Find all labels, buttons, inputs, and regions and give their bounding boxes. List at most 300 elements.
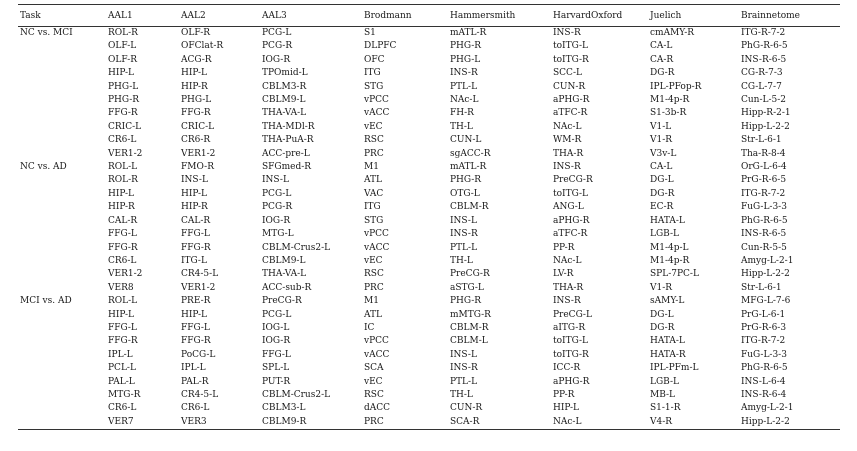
region-cell: CR4-5-L [181, 269, 219, 280]
region-cell: THA-MDl-R [262, 121, 315, 132]
region-cell: CBLM9-L [262, 255, 306, 266]
region-cell: PreCG-R [262, 296, 302, 307]
task-cell: NC vs. AD [20, 162, 67, 173]
region-cell: OTG-L [450, 188, 480, 199]
region-cell: vPCC [364, 336, 389, 347]
task-cell [18, 201, 106, 214]
table-row [18, 81, 840, 94]
region-cell: SCA-R [450, 416, 480, 427]
region-cell: CR4-5-L [181, 389, 219, 400]
region-cell: Str-L-6-1 [741, 135, 782, 146]
region-cell: INS-R [553, 162, 581, 173]
region-cell: RSC [364, 135, 384, 146]
region-cell: aPHG-R [553, 215, 590, 226]
table-row [18, 27, 840, 41]
table-row [18, 228, 840, 241]
region-cell: CUN-R [450, 403, 483, 414]
region-cell: IOG-R [262, 215, 291, 226]
region-cell: VER1-2 [108, 269, 143, 280]
region-cell: toITG-L [553, 336, 588, 347]
region-cell: VER1-2 [108, 148, 143, 159]
region-cell: CAL-R [108, 215, 138, 226]
region-cell: vACC [364, 108, 390, 119]
table-row [18, 174, 840, 187]
region-cell: HATA-L [650, 215, 685, 226]
region-cell: ATL [364, 309, 382, 320]
table-row [18, 201, 840, 214]
region-cell: CR6-L [181, 403, 210, 414]
region-cell: DG-L [650, 309, 674, 320]
region-cell: PreCG-L [553, 309, 592, 320]
region-cell: toITG-R [553, 54, 589, 65]
table-row [18, 107, 840, 120]
task-cell [18, 322, 106, 335]
region-cell: V1-R [650, 135, 673, 146]
region-cell: DG-L [650, 175, 674, 186]
region-cell: CAL-R [181, 215, 211, 226]
region-cell: ITG [364, 202, 381, 213]
header-brainnetome: Brainnetome [741, 10, 800, 21]
table-row [18, 416, 840, 430]
region-cell: MB-L [650, 389, 676, 400]
region-cell: INS-R [450, 229, 478, 240]
region-cell: ITG [364, 68, 381, 79]
task-cell [18, 54, 106, 67]
table-row [18, 349, 840, 362]
region-cell: V3v-L [650, 148, 677, 159]
region-cell: PTL-L [450, 376, 478, 387]
region-cell: Tha-R-8-4 [741, 148, 786, 159]
region-cell: INS-R [450, 68, 478, 79]
task-cell [18, 215, 106, 228]
region-cell: PTL-L [450, 242, 478, 253]
region-cell: PreCG-R [450, 269, 490, 280]
task-cell [18, 67, 106, 80]
region-cell: HIP-L [181, 68, 207, 79]
region-cell: CR6-R [181, 135, 211, 146]
region-cell: SFGmed-R [262, 162, 312, 173]
table-row [18, 242, 840, 255]
region-cell: CG-L-7-7 [741, 81, 782, 92]
region-cell: PCL-L [108, 363, 136, 374]
task-cell [18, 242, 106, 255]
region-cell: OLF-L [108, 41, 137, 52]
table-row [18, 161, 840, 174]
region-cell: ACC-sub-R [262, 282, 312, 293]
region-cell: CBLM-L [450, 336, 488, 347]
region-cell: FuG-L-3-3 [741, 202, 787, 213]
region-cell: ROL-L [108, 162, 138, 173]
region-cell: ROL-R [108, 28, 138, 38]
region-cell: vEC [364, 376, 383, 387]
task-cell: MCI vs. AD [20, 296, 72, 307]
region-cell: LGB-L [650, 376, 679, 387]
region-cell: MTG-R [108, 389, 141, 400]
region-cell: INS-R [553, 28, 581, 38]
region-cell: ACC-pre-L [262, 148, 310, 159]
task-cell [18, 282, 106, 295]
region-cell: THA-R [553, 282, 584, 293]
task-cell [18, 94, 106, 107]
region-cell: HIP-R [108, 202, 135, 213]
region-cell: CBLM9-R [262, 416, 307, 427]
region-cell: PTL-L [450, 81, 478, 92]
table-row [18, 282, 840, 295]
region-cell: M1-4p-R [650, 255, 690, 266]
region-cell: HIP-L [108, 68, 134, 79]
region-cell: IPL-PFop-R [650, 81, 702, 92]
region-cell: ITG-R-7-2 [741, 28, 786, 38]
region-cell: WM-R [553, 135, 582, 146]
table-row [18, 335, 840, 348]
region-cell: CRIC-L [108, 121, 142, 132]
region-cell: HIP-L [553, 403, 579, 414]
header-aal3: AAL3 [262, 10, 287, 21]
region-cell: CR6-L [108, 255, 137, 266]
region-cell: PrG-R-6-3 [741, 322, 787, 333]
region-cell: PRC [364, 416, 384, 427]
region-cell: Cun-R-5-5 [741, 242, 787, 253]
region-cell: M1 [364, 296, 379, 307]
region-cell: CBLM9-L [262, 95, 306, 106]
task-cell [18, 174, 106, 187]
region-cell: DG-R [650, 68, 675, 79]
region-cell: mMTG-R [450, 309, 491, 320]
region-cell: FFG-R [181, 336, 211, 347]
region-cell: aPHG-R [553, 376, 590, 387]
region-cell: PCG-R [262, 41, 293, 52]
region-cell: sAMY-L [650, 296, 685, 307]
header-task: Task [20, 10, 41, 21]
region-cell: PhG-R-6-5 [741, 215, 788, 226]
region-cell: aSTG-L [450, 282, 484, 293]
region-cell: TH-L [450, 255, 473, 266]
region-cell: PCG-L [262, 28, 292, 38]
region-cell: vPCC [364, 229, 389, 240]
region-cell: IOG-R [262, 336, 291, 347]
task-cell [18, 268, 106, 281]
region-cell: FFG-L [262, 349, 291, 360]
task-cell: NC vs. MCI [20, 28, 73, 38]
region-cell: PCG-L [262, 188, 292, 199]
table-body [18, 27, 840, 430]
region-cell: PUT-R [262, 376, 291, 387]
table-row [18, 67, 840, 80]
region-cell: CBLM-Crus2-L [262, 242, 331, 253]
table-row [18, 268, 840, 281]
region-cell: IPL-L [181, 363, 206, 374]
region-cell: HIP-L [108, 309, 134, 320]
region-cell: INS-L [450, 215, 477, 226]
region-cell: CR6-L [108, 403, 137, 414]
region-cell: IPL-L [108, 349, 133, 360]
table-row [18, 402, 840, 415]
region-cell: aPHG-R [553, 95, 590, 106]
table-row [18, 309, 840, 322]
task-cell [18, 335, 106, 348]
region-cell: PHG-R [450, 41, 482, 52]
region-cell: LV-R [553, 269, 574, 280]
region-cell: INS-R-6-4 [741, 389, 787, 400]
region-cell: INS-R [553, 296, 581, 307]
region-cell: CBLM-R [450, 202, 489, 213]
region-cell: S1-1-R [650, 403, 681, 414]
region-cell: aTFC-R [553, 229, 588, 240]
region-cell: INS-L [181, 175, 208, 186]
region-cell: toITG-R [553, 349, 589, 360]
region-cell: aITG-R [553, 322, 586, 333]
region-cell: ITG-L [181, 255, 207, 266]
task-cell [18, 40, 106, 53]
region-cell: Amyg-L-2-1 [741, 403, 794, 414]
region-cell: INS-R [450, 363, 478, 374]
region-cell: VER3 [181, 416, 207, 427]
region-cell: INS-L [262, 175, 289, 186]
region-cell: ATL [364, 175, 382, 186]
region-cell: CRIC-L [181, 121, 215, 132]
region-cell: M1 [364, 162, 379, 173]
region-cell: PRE-R [181, 296, 211, 307]
region-cell: sgACC-R [450, 148, 491, 159]
region-cell: HIP-L [181, 309, 207, 320]
region-cell: IC [364, 322, 375, 333]
table-row [18, 121, 840, 134]
region-cell: CBLM3-R [262, 81, 307, 92]
region-cell: CUN-R [553, 81, 586, 92]
header-row [18, 5, 840, 27]
table-row [18, 188, 840, 201]
task-cell [18, 349, 106, 362]
table-row [18, 362, 840, 375]
region-cell: INS-L [450, 349, 477, 360]
region-cell: TPOmid-L [262, 68, 308, 79]
region-cell: CR6-L [108, 135, 137, 146]
table-row [18, 40, 840, 53]
table-row [18, 215, 840, 228]
region-cell: NAc-L [553, 121, 582, 132]
table-row [18, 134, 840, 147]
region-cell: PHG-R [450, 296, 482, 307]
region-cell: mATL-R [450, 28, 487, 38]
region-cell: ANG-L [553, 202, 584, 213]
region-cell: Amyg-L-2-1 [741, 255, 794, 266]
region-cell: SPL-7PC-L [650, 269, 699, 280]
region-cell: V1-R [650, 282, 673, 293]
region-cell: PP-R [553, 389, 575, 400]
table-row [18, 148, 840, 161]
region-cell: PHG-L [450, 54, 481, 65]
region-cell: HATA-R [650, 349, 686, 360]
region-cell: PHG-R [108, 95, 140, 106]
region-cell: CG-R-7-3 [741, 68, 783, 79]
region-cell: THA-PuA-R [262, 135, 314, 146]
region-cell: vEC [364, 121, 383, 132]
task-cell [18, 188, 106, 201]
region-cell: toITG-L [553, 41, 588, 52]
task-cell [18, 134, 106, 147]
region-cell: OrG-L-6-4 [741, 162, 787, 173]
region-cell: THA-VA-L [262, 269, 307, 280]
region-cell: FH-R [450, 108, 474, 119]
region-cell: toITG-L [553, 188, 588, 199]
task-cell [18, 121, 106, 134]
region-cell: IOG-R [262, 54, 291, 65]
region-cell: PhG-R-6-5 [741, 363, 788, 374]
region-cell: Cun-L-5-2 [741, 95, 787, 106]
table-row [18, 255, 840, 268]
region-cell: MTG-L [262, 229, 294, 240]
table-row [18, 94, 840, 107]
region-cell: IPL-PFm-L [650, 363, 699, 374]
region-cell: OFC [364, 54, 385, 65]
region-cell: HIP-L [108, 188, 134, 199]
region-cell: S1 [364, 28, 376, 38]
region-cell: NAc-L [553, 416, 582, 427]
table-row [18, 389, 840, 402]
region-cell: VAC [364, 188, 384, 199]
task-cell [18, 376, 106, 389]
region-cell: HATA-L [650, 336, 685, 347]
region-cell: V1-L [650, 121, 672, 132]
task-cell [18, 389, 106, 402]
region-cell: ICC-R [553, 363, 581, 374]
region-cell: ROL-L [108, 296, 138, 307]
region-cell: CA-L [650, 41, 673, 52]
region-cell: STG [364, 81, 384, 92]
region-cell: FuG-L-3-3 [741, 349, 787, 360]
region-cell: INS-L-6-4 [741, 376, 786, 387]
region-cell: PAL-R [181, 376, 209, 387]
task-cell [18, 81, 106, 94]
bottom-rule [18, 430, 840, 431]
region-cell: VER1-2 [181, 282, 216, 293]
region-cell: THA-R [553, 148, 584, 159]
region-cell: aTFC-R [553, 108, 588, 119]
table-row [18, 376, 840, 389]
region-cell: PHG-L [108, 81, 139, 92]
table-row [18, 54, 840, 67]
region-cell: SPL-L [262, 363, 290, 374]
header-brodmann: Brodmann [364, 10, 412, 21]
region-cell: CBLM-R [450, 322, 489, 333]
region-cell: PAL-L [108, 376, 135, 387]
task-cell [18, 148, 106, 161]
region-cell: FFG-R [108, 242, 138, 253]
region-cell: PoCG-L [181, 349, 216, 360]
region-cell: NAc-L [450, 95, 479, 106]
region-cell: vPCC [364, 95, 389, 106]
header-aal2: AAL2 [181, 10, 206, 21]
region-cell: PHG-R [450, 175, 482, 186]
region-cell: FFG-L [181, 229, 210, 240]
region-cell: HIP-L [181, 188, 207, 199]
region-cell: Hipp-L-2-2 [741, 269, 790, 280]
region-cell: LGB-L [650, 229, 679, 240]
region-cell: FFG-L [108, 229, 137, 240]
header-hammersmith: Hammersmith [450, 10, 516, 21]
region-cell: PHG-L [181, 95, 212, 106]
region-cell: FFG-R [108, 336, 138, 347]
task-cell [18, 416, 106, 430]
region-cell: TH-L [450, 389, 473, 400]
region-cell: VER1-2 [181, 148, 216, 159]
region-cell: INS-R-6-5 [741, 54, 787, 65]
region-cell: ACG-R [181, 54, 212, 65]
task-cell [18, 255, 106, 268]
region-cell: FFG-R [181, 242, 211, 253]
header-aal1: AAL1 [108, 10, 133, 21]
region-cell: NAc-L [553, 255, 582, 266]
region-cell: THA-VA-L [262, 108, 307, 119]
region-cell: HIP-R [181, 81, 208, 92]
table-row [18, 295, 840, 308]
region-cell: DG-R [650, 188, 675, 199]
region-cell: PreCG-R [553, 175, 593, 186]
region-cell: PRC [364, 148, 384, 159]
region-cell: vACC [364, 349, 390, 360]
region-cell: ITG-R-7-2 [741, 336, 786, 347]
task-cell [18, 228, 106, 241]
region-cell: PCG-L [262, 309, 292, 320]
region-cell: S1-3b-R [650, 108, 687, 119]
region-cell: OLF-R [108, 54, 138, 65]
table-row [18, 322, 840, 335]
region-cell: OFClat-R [181, 41, 224, 52]
header-harvardoxford: HarvardOxford [553, 10, 623, 21]
region-cell: PrG-L-6-1 [741, 309, 786, 320]
task-cell [18, 107, 106, 120]
region-cell: INS-R-6-5 [741, 229, 787, 240]
region-cell: FFG-R [108, 108, 138, 119]
region-cell: PCG-R [262, 202, 293, 213]
header-juelich: Juelich [650, 10, 682, 21]
region-cell: V4-R [650, 416, 673, 427]
task-cell [18, 402, 106, 415]
region-cell: Hipp-L-2-2 [741, 121, 790, 132]
region-cell: M1-4p-R [650, 95, 690, 106]
region-cell: cmAMY-R [650, 28, 695, 38]
region-cell: PrG-R-6-5 [741, 175, 787, 186]
region-cell: DLPFC [364, 41, 397, 52]
region-cell: SCA [364, 363, 384, 374]
region-cell: CUN-L [450, 135, 482, 146]
region-cell: PP-R [553, 242, 575, 253]
region-cell: M1-4p-L [650, 242, 689, 253]
region-cell: PRC [364, 282, 384, 293]
region-cell: dACC [364, 403, 391, 414]
region-cell: STG [364, 215, 384, 226]
region-cell: TH-L [450, 121, 473, 132]
region-cell: CBLM3-L [262, 403, 306, 414]
region-cell: VER7 [108, 416, 134, 427]
region-cell: RSC [364, 269, 384, 280]
task-cell [18, 309, 106, 322]
region-cell: EC-R [650, 202, 674, 213]
region-cell: FFG-L [181, 322, 210, 333]
region-cell: PhG-R-6-5 [741, 41, 788, 52]
region-cell: DG-R [650, 322, 675, 333]
region-cell: OLF-R [181, 28, 211, 38]
region-cell: HIP-R [181, 202, 208, 213]
region-cell: ITG-R-7-2 [741, 188, 786, 199]
region-cell: FFG-L [108, 322, 137, 333]
region-cell: IOG-L [262, 322, 290, 333]
region-cell: RSC [364, 389, 384, 400]
region-cell: CA-L [650, 162, 673, 173]
region-cell: FMO-R [181, 162, 214, 173]
atlas-regions-table [18, 4, 840, 430]
region-cell: mATL-R [450, 162, 487, 173]
